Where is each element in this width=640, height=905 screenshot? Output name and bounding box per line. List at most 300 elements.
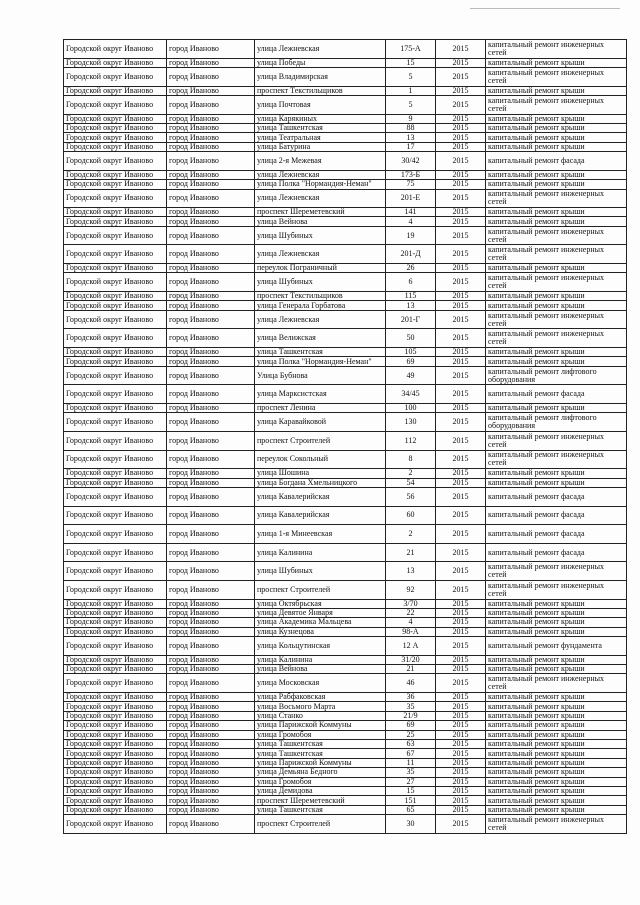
municipality-cell: Городской округ Иваново [64,152,167,171]
table-row [64,758,627,767]
table-row [64,86,627,95]
table-row [64,329,627,348]
year-cell: 2015 [436,711,486,720]
locality-cell: город Иваново [167,86,255,95]
table-row [64,749,627,758]
locality-cell: город Иваново [167,768,255,777]
table-row [64,618,627,627]
repair-type-cell: капитальный ремонт крыши [486,208,627,217]
municipality-cell: Городской округ Иваново [64,655,167,664]
year-cell: 2015 [436,264,486,273]
house-number-cell: 27 [386,777,436,786]
repair-type-cell: капитальный ремонт крыши [486,777,627,786]
table-row [64,599,627,608]
house-number-cell: 56 [386,487,436,506]
locality-cell: город Иваново [167,264,255,273]
house-number-cell: 88 [386,123,436,132]
locality-cell: город Иваново [167,403,255,412]
municipality-cell: Городской округ Иваново [64,58,167,67]
table-row [64,310,627,329]
year-cell: 2015 [436,768,486,777]
year-cell: 2015 [436,777,486,786]
repair-type-cell: капитальный ремонт крыши [486,608,627,617]
municipality-cell: Городской округ Иваново [64,796,167,805]
table-row [64,133,627,142]
table-row [64,786,627,795]
street-cell: улица Станко [255,711,386,720]
repair-type-cell: капитальный ремонт инженерных сетей [486,815,627,834]
municipality-cell: Городской округ Иваново [64,711,167,720]
table-row [64,95,627,114]
house-number-cell: 11 [386,758,436,767]
house-number-cell: 92 [386,580,436,599]
year-cell: 2015 [436,273,486,292]
house-number-cell: 26 [386,264,436,273]
table-row [64,777,627,786]
street-cell: улица Девятое Января [255,608,386,617]
locality-cell: город Иваново [167,637,255,656]
house-number-cell: 201-Д [386,245,436,264]
repair-type-cell: капитальный ремонт инженерных сетей [486,431,627,450]
locality-cell: город Иваново [167,469,255,478]
house-number-cell: 17 [386,142,436,151]
year-cell: 2015 [436,562,486,581]
municipality-cell: Городской округ Иваново [64,768,167,777]
year-cell: 2015 [436,637,486,656]
repair-type-cell: капитальный ремонт фасада [486,543,627,562]
street-cell: улица Кузнецова [255,627,386,636]
repair-type-cell: капитальный ремонт крыши [486,693,627,702]
year-cell: 2015 [436,608,486,617]
locality-cell: город Иваново [167,711,255,720]
year-cell: 2015 [436,730,486,739]
street-cell: улица Демидова [255,786,386,795]
table-row [64,815,627,834]
repair-type-cell: капитальный ремонт фасада [486,152,627,171]
repair-type-cell: капитальный ремонт крыши [486,730,627,739]
year-cell: 2015 [436,450,486,469]
locality-cell: город Иваново [167,133,255,142]
house-number-cell: 49 [386,366,436,385]
house-number-cell: 141 [386,208,436,217]
locality-cell: город Иваново [167,310,255,329]
year-cell: 2015 [436,786,486,795]
repair-type-cell: капитальный ремонт инженерных сетей [486,67,627,86]
repair-type-cell: капитальный ремонт инженерных сетей [486,189,627,208]
municipality-cell: Городской округ Иваново [64,114,167,123]
repair-type-cell: капитальный ремонт крыши [486,301,627,310]
municipality-cell: Городской округ Иваново [64,702,167,711]
year-cell: 2015 [436,618,486,627]
municipality-cell: Городской округ Иваново [64,608,167,617]
year-cell: 2015 [436,208,486,217]
street-cell: улица Лежневская [255,310,386,329]
municipality-cell: Городской округ Иваново [64,403,167,412]
municipality-cell: Городской округ Иваново [64,385,167,404]
year-cell: 2015 [436,702,486,711]
year-cell: 2015 [436,599,486,608]
locality-cell: город Иваново [167,543,255,562]
street-cell: проспект Текстильщиков [255,292,386,301]
table-row [64,608,627,617]
street-cell: улица Богдана Хмельницкого [255,478,386,487]
municipality-cell: Городской округ Иваново [64,618,167,627]
municipality-cell: Городской округ Иваново [64,217,167,226]
year-cell: 2015 [436,217,486,226]
year-cell: 2015 [436,665,486,674]
repair-type-cell: капитальный ремонт крыши [486,721,627,730]
table-row [64,543,627,562]
street-cell: улица Ташкентская [255,739,386,748]
municipality-cell: Городской округ Иваново [64,758,167,767]
house-number-cell: 4 [386,217,436,226]
municipality-cell: Городской округ Иваново [64,730,167,739]
year-cell: 2015 [436,796,486,805]
table-row [64,487,627,506]
house-number-cell: 36 [386,693,436,702]
repair-type-cell: капитальный ремонт инженерных сетей [486,40,627,59]
repair-type-cell: капитальный ремонт крыши [486,170,627,179]
locality-cell: город Иваново [167,739,255,748]
municipality-cell: Городской округ Иваново [64,487,167,506]
municipality-cell: Городской округ Иваново [64,562,167,581]
street-cell: улица Генерала Горбатова [255,301,386,310]
locality-cell: город Иваново [167,413,255,432]
table-row [64,506,627,525]
municipality-cell: Городской округ Иваново [64,170,167,179]
street-cell: улица Полка "Нормандия-Неман" [255,357,386,366]
year-cell: 2015 [436,40,486,59]
table-row [64,208,627,217]
table-row [64,58,627,67]
municipality-cell: Городской округ Иваново [64,208,167,217]
table-row [64,413,627,432]
year-cell: 2015 [436,693,486,702]
street-cell: улица Лежневская [255,40,386,59]
street-cell: улица Батурина [255,142,386,151]
repair-type-cell: капитальный ремонт крыши [486,348,627,357]
house-number-cell: 5 [386,67,436,86]
municipality-cell: Городской округ Иваново [64,665,167,674]
municipality-cell: Городской округ Иваново [64,478,167,487]
year-cell: 2015 [436,133,486,142]
table-row [64,301,627,310]
street-cell: улица Лежневская [255,245,386,264]
street-cell: проспект Строителей [255,431,386,450]
year-cell: 2015 [436,469,486,478]
street-cell: улица Карякиных [255,114,386,123]
locality-cell: город Иваново [167,301,255,310]
municipality-cell: Городской округ Иваново [64,348,167,357]
year-cell: 2015 [436,749,486,758]
year-cell: 2015 [436,431,486,450]
locality-cell: город Иваново [167,721,255,730]
house-number-cell: 21 [386,665,436,674]
municipality-cell: Городской округ Иваново [64,693,167,702]
municipality-cell: Городской округ Иваново [64,264,167,273]
municipality-cell: Городской округ Иваново [64,749,167,758]
table-row [64,805,627,814]
year-cell: 2015 [436,95,486,114]
year-cell: 2015 [436,721,486,730]
street-cell: улица Шубиных [255,273,386,292]
municipality-cell: Городской округ Иваново [64,721,167,730]
street-cell: переулок Сокольный [255,450,386,469]
street-cell: проспект Шереметевский [255,796,386,805]
year-cell: 2015 [436,142,486,151]
locality-cell: город Иваново [167,525,255,544]
street-cell: проспект Строителей [255,580,386,599]
table-row [64,525,627,544]
year-cell: 2015 [436,310,486,329]
table-row [64,114,627,123]
locality-cell: город Иваново [167,702,255,711]
table-row [64,478,627,487]
street-cell: улица Московская [255,674,386,693]
locality-cell: город Иваново [167,749,255,758]
table-row [64,431,627,450]
repair-type-cell: капитальный ремонт инженерных сетей [486,674,627,693]
repair-type-cell: капитальный ремонт крыши [486,403,627,412]
repair-type-cell: капитальный ремонт фасада [486,385,627,404]
house-number-cell: 4 [386,618,436,627]
year-cell: 2015 [436,627,486,636]
street-cell: проспект Строителей [255,815,386,834]
house-number-cell: 69 [386,721,436,730]
locality-cell: город Иваново [167,292,255,301]
house-number-cell: 35 [386,702,436,711]
year-cell: 2015 [436,357,486,366]
locality-cell: город Иваново [167,366,255,385]
house-number-cell: 115 [386,292,436,301]
locality-cell: город Иваново [167,67,255,86]
repair-type-cell: капитальный ремонт крыши [486,786,627,795]
year-cell: 2015 [436,180,486,189]
municipality-cell: Городской округ Иваново [64,627,167,636]
repair-type-cell: капитальный ремонт фасада [486,525,627,544]
street-cell: проспект Текстильщиков [255,86,386,95]
municipality-cell: Городской округ Иваново [64,329,167,348]
municipality-cell: Городской округ Иваново [64,292,167,301]
street-cell: улица Парижской Коммуны [255,721,386,730]
municipality-cell: Городской округ Иваново [64,525,167,544]
house-number-cell: 151 [386,796,436,805]
house-number-cell: 15 [386,786,436,795]
locality-cell: город Иваново [167,655,255,664]
table-row [64,264,627,273]
street-cell: улица Велижская [255,329,386,348]
municipality-cell: Городской округ Иваново [64,189,167,208]
street-cell: улица Марксистская [255,385,386,404]
municipality-cell: Городской округ Иваново [64,413,167,432]
repair-type-cell: капитальный ремонт крыши [486,655,627,664]
year-cell: 2015 [436,366,486,385]
street-cell: улица Вейнова [255,217,386,226]
table-row [64,730,627,739]
locality-cell: город Иваново [167,114,255,123]
locality-cell: город Иваново [167,786,255,795]
house-number-cell: 46 [386,674,436,693]
repair-type-cell: капитальный ремонт крыши [486,217,627,226]
locality-cell: город Иваново [167,217,255,226]
repair-type-cell: капитальный ремонт крыши [486,796,627,805]
street-cell: улица Кавалерийская [255,506,386,525]
house-number-cell: 175-А [386,40,436,59]
year-cell: 2015 [436,86,486,95]
repair-type-cell: капитальный ремонт фасада [486,487,627,506]
table-row [64,665,627,674]
municipality-cell: Городской округ Иваново [64,123,167,132]
table-row [64,170,627,179]
municipality-cell: Городской округ Иваново [64,95,167,114]
street-cell: улица Кавалерийская [255,487,386,506]
municipality-cell: Городской округ Иваново [64,40,167,59]
house-number-cell: 54 [386,478,436,487]
repair-type-cell: капитальный ремонт крыши [486,180,627,189]
repair-type-cell: капитальный ремонт крыши [486,768,627,777]
locality-cell: город Иваново [167,478,255,487]
table-row [64,217,627,226]
municipality-cell: Городской округ Иваново [64,366,167,385]
year-cell: 2015 [436,301,486,310]
repair-type-cell: капитальный ремонт инженерных сетей [486,95,627,114]
repair-type-cell: капитальный ремонт крыши [486,469,627,478]
house-number-cell: 30 [386,815,436,834]
street-cell: улица Громобоя [255,730,386,739]
table-row [64,385,627,404]
municipality-cell: Городской округ Иваново [64,637,167,656]
repair-type-cell: капитальный ремонт крыши [486,264,627,273]
locality-cell: город Иваново [167,608,255,617]
repair-type-cell: капитальный ремонт инженерных сетей [486,273,627,292]
house-number-cell: 65 [386,805,436,814]
street-cell: улица Шошина [255,469,386,478]
repair-type-cell: капитальный ремонт лифтового оборудования [486,413,627,432]
street-cell: улица Кольцутинская [255,637,386,656]
table-row [64,674,627,693]
street-cell: улица Вейнова [255,665,386,674]
table-row [64,711,627,720]
year-cell: 2015 [436,152,486,171]
repair-type-cell: капитальный ремонт инженерных сетей [486,450,627,469]
house-number-cell: 1 [386,86,436,95]
locality-cell: город Иваново [167,329,255,348]
locality-cell: город Иваново [167,674,255,693]
year-cell: 2015 [436,413,486,432]
year-cell: 2015 [436,655,486,664]
repair-type-cell: капитальный ремонт крыши [486,58,627,67]
house-number-cell: 12 А [386,637,436,656]
house-number-cell: 19 [386,226,436,245]
table-row [64,180,627,189]
locality-cell: город Иваново [167,189,255,208]
year-cell: 2015 [436,478,486,487]
municipality-cell: Городской округ Иваново [64,245,167,264]
locality-cell: город Иваново [167,431,255,450]
year-cell: 2015 [436,170,486,179]
table-row [64,796,627,805]
municipality-cell: Городской округ Иваново [64,469,167,478]
street-cell: улица Парижской Коммуны [255,758,386,767]
street-cell: улица 1-я Минеевская [255,525,386,544]
repair-type-cell: капитальный ремонт крыши [486,133,627,142]
table-row [64,292,627,301]
street-cell: улица Калинина [255,655,386,664]
table-row [64,721,627,730]
locality-cell: город Иваново [167,599,255,608]
municipality-cell: Городской округ Иваново [64,431,167,450]
table-row [64,189,627,208]
house-number-cell: 9 [386,114,436,123]
house-number-cell: 63 [386,739,436,748]
table-row [64,562,627,581]
year-cell: 2015 [436,543,486,562]
locality-cell: город Иваново [167,95,255,114]
year-cell: 2015 [436,123,486,132]
repair-type-cell: капитальный ремонт инженерных сетей [486,226,627,245]
house-number-cell: 105 [386,348,436,357]
repair-type-cell: капитальный ремонт крыши [486,805,627,814]
year-cell: 2015 [436,525,486,544]
table-row [64,403,627,412]
street-cell: улица Шубиных [255,562,386,581]
repair-type-cell: капитальный ремонт крыши [486,758,627,767]
year-cell: 2015 [436,403,486,412]
locality-cell: город Иваново [167,123,255,132]
table-row [64,152,627,171]
house-number-cell: 2 [386,525,436,544]
street-cell: улица Лежневская [255,189,386,208]
house-number-cell: 50 [386,329,436,348]
repair-type-cell: капитальный ремонт крыши [486,357,627,366]
locality-cell: город Иваново [167,142,255,151]
year-cell: 2015 [436,805,486,814]
municipality-cell: Городской округ Иваново [64,310,167,329]
street-cell: улица Восьмого Марта [255,702,386,711]
street-cell: улица Лежневская [255,170,386,179]
house-number-cell: 201-Е [386,189,436,208]
house-number-cell: 13 [386,562,436,581]
table-row [64,580,627,599]
locality-cell: город Иваново [167,580,255,599]
locality-cell: город Иваново [167,506,255,525]
locality-cell: город Иваново [167,450,255,469]
year-cell: 2015 [436,739,486,748]
repair-type-cell: капитальный ремонт инженерных сетей [486,562,627,581]
repair-type-cell: капитальный ремонт крыши [486,86,627,95]
street-cell: улица Шубиных [255,226,386,245]
locality-cell: город Иваново [167,58,255,67]
house-number-cell: 60 [386,506,436,525]
table-row [64,655,627,664]
year-cell: 2015 [436,580,486,599]
repair-type-cell: капитальный ремонт крыши [486,702,627,711]
year-cell: 2015 [436,226,486,245]
street-cell: Улица Бубнова [255,366,386,385]
table-row [64,273,627,292]
locality-cell: город Иваново [167,693,255,702]
locality-cell: город Иваново [167,815,255,834]
house-number-cell: 34/45 [386,385,436,404]
table-row [64,40,627,59]
street-cell: улица Владимирская [255,67,386,86]
register-body [64,40,627,834]
house-number-cell: 100 [386,403,436,412]
house-number-cell: 5 [386,95,436,114]
street-cell: улица Демьяна Бедного [255,768,386,777]
year-cell: 2015 [436,58,486,67]
house-number-cell: 13 [386,301,436,310]
